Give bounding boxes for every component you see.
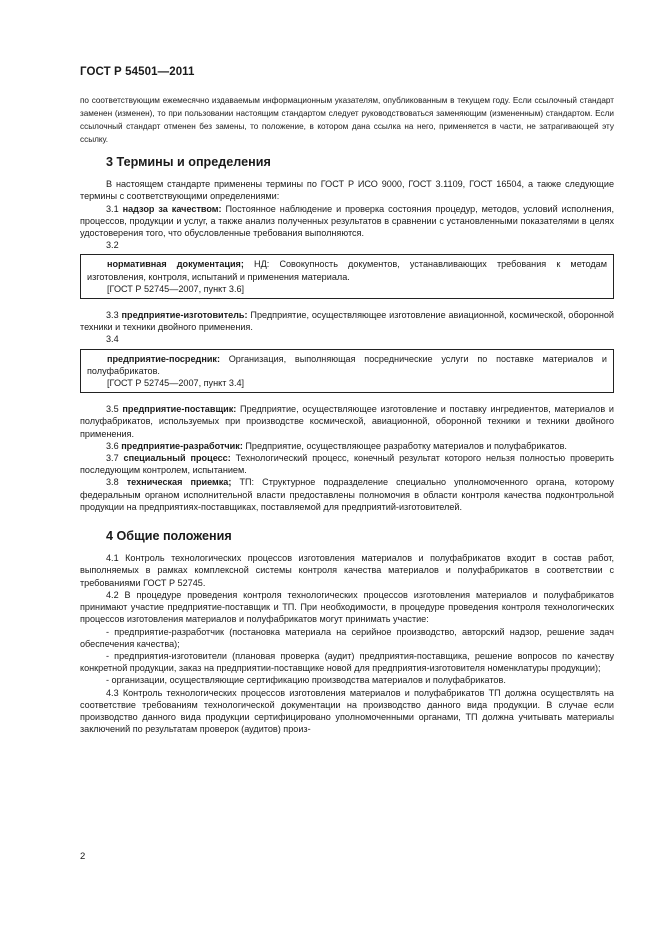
term-3-2 (87, 258, 607, 282)
term-3-3-term: предприятие-изготовитель: (121, 310, 248, 321)
list-item: - предприятия-изготовители (плановая проверка (аудит) предприятия-поставщика, решение вопросов по качеству конкретной продукции, заказ на предприятии-поставщике новой для предприятия-изготовителя номенклатуры продукции); (80, 650, 614, 674)
term-3-5-def: Предприятие, осуществляющее изготовление и поставку ингредиентов, материалов и полуфабрикатов, используемых при производстве космической, авиационной, оборонной техники и техники двойного применения. (80, 404, 615, 439)
term-3-3 (80, 309, 614, 333)
term-3-6-num: 3.6 (106, 440, 119, 451)
term-3-8-def: Структурное подразделение специально уполномоченного органа, которому федеральным органом исполнительной власти предоставлены полномочия в области контроля качества подконтрольной продукции на предприятиях-поставщиках, поставляемой для предприятий-изготовителей. (80, 477, 615, 512)
term-3-7-num: 3.7 (106, 453, 119, 464)
section-3-title: 3 Термины и определения (106, 155, 271, 169)
intro-paragraph: по соответствующим ежемесячно издаваемым информационным указателям, опубликованным в текущем году. Если ссылочный стандарт заменен (изменен), то при пользовании настоящим стандартом следует руководствоваться заменяющим (измененным) стандартом. Если ссылочный стандарт отменен без замены, то положение, в котором дана ссылка на него, применяется в части, не затрагивающей эту ссылку. (80, 96, 614, 144)
section-4-title: 4 Общие положения (106, 529, 232, 544)
term-3-2-def: Совокупность документов, устанавливающих требования к методам изготовления, контроля, испытаний и применения материала. (87, 259, 607, 282)
clause-4-2: 4.2 В процедуре проведения контроля технологических процессов изготовления материалов и полуфабрикатов принимают участие предприятие-поставщик и ТП. При необходимости, в процедуре проведения контроля технологических процессов изготовления материалов и полуфабрикатов могут принимать участие: (80, 589, 614, 625)
term-3-7-term: специальный процесс: (123, 453, 231, 464)
term-3-4 (87, 353, 607, 377)
term-3-8-term: техническая приемка; (126, 477, 232, 488)
term-3-6-def: Предприятие, осуществляющее разработку материалов и полуфабрикатов. (245, 440, 567, 451)
term-3-2-abbr: НД: (254, 259, 270, 270)
term-3-1-term: надзор за качеством: (122, 203, 222, 214)
term-3-7 (80, 452, 614, 476)
clause-4-3: 4.3 Контроль технологических процессов изготовления материалов и полуфабрикатов ТП должна осуществлять на соответствие требованиям технологической документации на производство данного вида продукции. В случае если производство данного вида продукции сертифицировано уполномоченными органами, ТП должна учитывать материалы заключений по результатам проверок (аудитов) произ- (80, 687, 614, 735)
term-3-2-term: нормативная документация; (107, 259, 244, 270)
page-number: 2 (80, 851, 86, 862)
standard-header: ГОСТ Р 54501—2011 (80, 66, 195, 78)
section-3-intro: В настоящем стандарте применены термины по ГОСТ Р ИСО 9000, ГОСТ 3.1109, ГОСТ 16504, а также следующие термины с соответствующими определениями: (80, 179, 614, 202)
term-3-8 (80, 476, 614, 513)
list-item: - организации, осуществляющие сертификацию производства материалов и полуфабрикатов. (106, 675, 506, 686)
term-3-4-ref: [ГОСТ Р 52745—2007, пункт 3.4] (107, 378, 245, 389)
term-3-4-def: Организация, выполняющая посреднические услуги по поставке материалов и полуфабрикатов. (87, 353, 607, 376)
term-3-5 (80, 403, 614, 440)
term-3-8-abbr: ТП: (239, 477, 255, 488)
term-3-1-num: 3.1 (106, 203, 119, 214)
term-3-1 (80, 203, 614, 240)
term-3-4-term: предприятие-посредник: (107, 353, 220, 364)
term-3-3-num: 3.3 (106, 310, 119, 321)
term-3-2-ref: [ГОСТ Р 52745—2007, пункт 3.6] (107, 283, 245, 294)
clause-4-1: 4.1 Контроль технологических процессов изготовления материалов и полуфабрикатов входит в состав работ, выполняемых в рамках комплексной системы контроля качества материалов и полуфабрикатов в соответствии с требованиями ГОСТ Р 52745. (80, 553, 614, 588)
term-3-4-num: 3.4 (106, 334, 119, 345)
term-3-7-def: Технологический процесс, конечный результат которого нельзя полностью проверить последующим контролем, испытанием. (80, 453, 614, 476)
term-3-3-def: Предприятие, осуществляющее изготовление авиационной, космической, оборонной техники и техники двойного применения. (80, 310, 615, 333)
term-3-5-num: 3.5 (106, 404, 119, 415)
term-3-8-num: 3.8 (106, 477, 119, 488)
term-3-4-box (80, 349, 614, 394)
term-3-2-num: 3.2 (106, 240, 119, 251)
term-3-5-term: предприятие-поставщик: (122, 404, 237, 415)
main-content (80, 150, 614, 735)
list-item: - предприятие-разработчик (постановка материала на серийное производство, авторский надзор, решение задач обеспечения качества); (80, 626, 614, 649)
term-3-6-term: предприятие-разработчик: (121, 440, 243, 451)
term-3-6 (80, 440, 614, 452)
term-3-2-box (80, 254, 614, 299)
term-3-1-def: Постоянное наблюдение и проверка состояния процедур, методов, условий исполнения, процессов, продукции и услуг, а также анализ полученных результатов в сравнении с установленными показателями в целях удостоверения того, что обусловленные требования выполняются. (80, 203, 615, 239)
